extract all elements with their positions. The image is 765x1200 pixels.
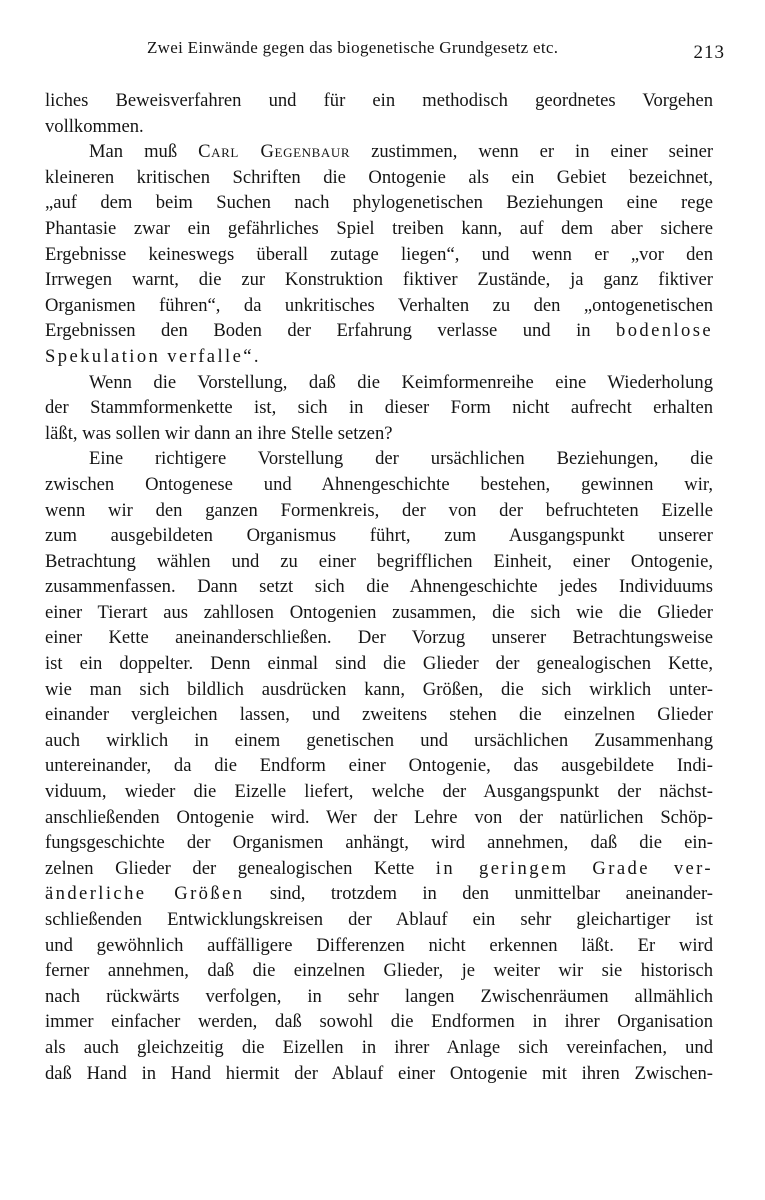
text-line: immer einfacher werden, daß sowohl die Endformen in ihrer Organisation [45, 1011, 713, 1033]
text-line: Ergebnissen den Boden der Erfahrung verlasse und in bodenlose [45, 320, 713, 342]
paragraph [45, 139, 713, 369]
page-header [147, 38, 725, 68]
text-line: zusammenfassen. Dann setzt sich die Ahnengeschichte jedes Individuums [45, 576, 713, 598]
text-line: vollkommen. [45, 115, 144, 137]
paragraph [45, 370, 713, 447]
text-line: fungsgeschichte der Organismen anhängt, wird annehmen, daß die ein- [45, 832, 713, 854]
text-line: nach rückwärts verfolgen, in sehr langen Zwischenräumen allmählich [45, 985, 713, 1007]
text-line: einander vergleichen lassen, und zweitens stehen die einzelnen Glieder [45, 704, 713, 726]
text-line: einer Kette aneinanderschließen. Der Vorzug unserer Betrachtungsweise [45, 627, 713, 649]
text-line: läßt, was sollen wir dann an ihre Stelle setzen? [45, 422, 393, 444]
text-line: ferner annehmen, daß die einzelnen Glieder, je weiter wir sie historisch [45, 960, 713, 982]
text-line: zwischen Ontogenese und Ahnengeschichte bestehen, gewinnen wir, [45, 473, 713, 495]
emphasis: Carl Gegenbaur [198, 141, 351, 163]
text-line: ist ein doppelter. Denn einmal sind die Glieder der genealogischen Kette, [45, 653, 713, 675]
paragraph [45, 446, 713, 1086]
text-line: liches Beweisverfahren und für ein methodisch geordnetes Vorgehen [45, 90, 713, 111]
text-line: zum ausgebildeten Organismus führt, zum Ausgangspunkt unserer [45, 525, 713, 547]
text-line: Organismen führen“, da unkritisches Verhalten zu den „ontogenetischen [45, 294, 713, 316]
text-line: untereinander, da die Endform einer Ontogenie, das ausgebildete Indi- [45, 755, 713, 777]
text-line: zelnen Glieder der genealogischen Kette in geringem Grade ver- [45, 857, 713, 879]
text-line: Man muß Carl Gegenbaur zustimmen, wenn er in einer seiner [89, 141, 714, 163]
text-line: als auch gleichzeitig die Eizellen in ihrer Anlage sich vereinfachen, und [45, 1036, 713, 1058]
text-line: wie man sich bildlich ausdrücken kann, Größen, die sich wirklich unter- [45, 678, 713, 700]
running-title: Zwei Einwände gegen das biogenetische Grundgesetz etc. [147, 38, 559, 57]
text-line: viduum, wieder die Eizelle liefert, welche der Ausgangspunkt der nächst- [45, 781, 713, 803]
page-number: 213 [693, 42, 725, 63]
paragraph [45, 88, 713, 139]
text-line: und gewöhnlich auffälligere Differenzen nicht erkennen läßt. Er wird [45, 934, 713, 956]
text-line: anschließenden Ontogenie wird. Wer der Lehre von der natürlichen Schöp- [45, 806, 713, 828]
text-line: Betrachtung wählen und zu einer begrifflichen Einheit, einer Ontogenie, [45, 550, 713, 572]
text-line: „auf dem beim Suchen nach phylogenetischen Beziehungen eine rege [45, 192, 713, 214]
text-line: Eine richtigere Vorstellung der ursächlichen Beziehungen, die [89, 448, 713, 470]
text-line: Phantasie zwar ein gefährliches Spiel treiben kann, auf dem aber sichere [45, 217, 713, 239]
text-line: einer Tierart aus zahllosen Ontogenien zusammen, die sich wie die Glieder [45, 601, 713, 623]
text-line: Spekulation verfalle“. [45, 345, 261, 367]
emphasis: in geringem Grade ver- [435, 857, 713, 879]
text-line: schließenden Entwicklungskreisen der Ablauf ein sehr gleichartiger ist [45, 909, 713, 930]
text-line: auch wirklich in einem genetischen und ursächlichen Zusammenhang [45, 729, 713, 751]
text-line: Irrwegen warnt, die zur Konstruktion fiktiver Zustände, ja ganz fiktiver [45, 269, 713, 291]
emphasis: änderliche Größen [45, 883, 245, 905]
text-line: daß Hand in Hand hiermit der Ablauf einer Ontogenie mit ihren Zwischen- [45, 1062, 713, 1084]
text-line: kleineren kritischen Schriften die Ontogenie als ein Gebiet bezeichnet, [45, 166, 713, 188]
text-line: der Stammformenkette ist, sich in dieser Form nicht aufrecht erhalten [45, 397, 713, 419]
text-line: Wenn die Vorstellung, daß die Keimformenreihe eine Wiederholung [89, 371, 713, 393]
text-line: wenn wir den ganzen Formenkreis, der von der befruchteten Eizelle [45, 499, 713, 521]
emphasis: bodenlose [616, 320, 713, 342]
text-line: Ergebnisse keineswegs überall zutage liegen“, und wenn er „vor den [45, 243, 713, 265]
body-text [45, 88, 713, 1086]
text-line: änderliche Größen sind, trotzdem in den unmittelbar aneinander- [45, 883, 713, 905]
